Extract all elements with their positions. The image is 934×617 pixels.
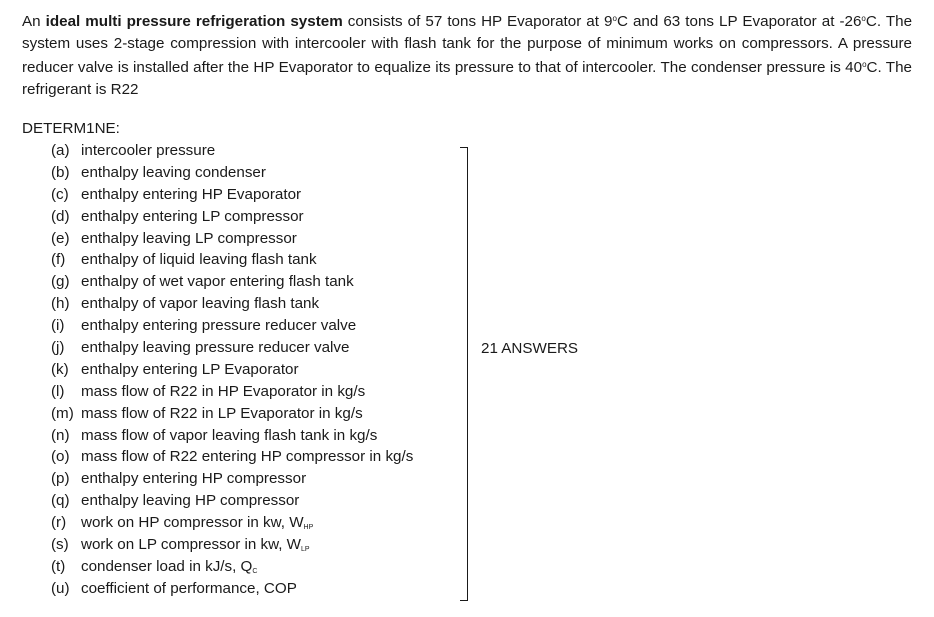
question-letter: (j) [51,339,65,357]
question-text: mass flow of R22 in HP Evaporator in kg/s [81,382,366,400]
question-item [51,490,413,512]
question-letter: (e) [51,229,70,247]
answers-count-label: 21 ANSWERS [481,340,579,357]
question-letter: (h) [51,295,70,313]
question-letter: (b) [51,163,70,181]
question-item [51,249,413,271]
question-letter: (p) [51,470,70,488]
question-item [51,271,413,293]
degree-symbol: o [862,60,867,70]
question-letter: (t) [51,557,66,575]
question-letter: (q) [51,492,70,510]
right-bracket [460,147,468,601]
question-item [51,315,413,337]
question-item [51,359,413,381]
question-item [51,556,413,578]
question-letter: (m) [51,404,74,422]
question-text: condenser load in kJ/s, Q [81,557,253,575]
question-list [51,140,413,600]
question-item [51,403,413,425]
question-text: mass flow of vapor leaving flash tank in kg/s [81,426,378,444]
question-text: enthalpy entering HP compressor [81,470,307,488]
question-letter: (d) [51,207,70,225]
question-text: work on LP compressor in kw, W [81,536,302,554]
question-item [51,534,413,556]
question-letter: (a) [51,142,70,159]
question-text: enthalpy leaving pressure reducer valve [81,339,350,357]
problem-text: An [22,13,46,30]
question-text: enthalpy leaving condenser [81,163,266,181]
problem-text: C and 63 tons LP Evaporator at -26 [616,13,862,30]
question-text: enthalpy leaving LP compressor [81,229,297,247]
question-item [51,512,413,534]
question-item [51,446,413,468]
question-text: enthalpy of vapor leaving flash tank [81,295,320,313]
determine-heading: DETERM1NE: [22,120,120,137]
question-item [51,425,413,447]
question-item [51,381,413,403]
question-item [51,162,413,184]
question-text: intercooler pressure [81,142,216,159]
question-text: enthalpy leaving HP compressor [81,492,300,510]
problem-text: C. The refrigerant is R22 [22,59,912,98]
question-text: enthalpy entering LP Evaporator [81,360,299,378]
question-item [51,228,413,250]
question-text: coefficient of performance, COP [81,579,297,597]
question-text: mass flow of R22 in LP Evaporator in kg/s [81,404,363,422]
question-letter: (n) [51,426,70,444]
problem-bold-text: ideal multi pressure refrigeration system [45,13,343,30]
question-text: mass flow of R22 entering HP compressor in kg/s [81,448,414,466]
question-letter: (l) [51,382,65,400]
problem-statement [22,8,912,100]
question-text: enthalpy entering pressure reducer valve [81,317,357,335]
question-letter: (o) [51,448,70,466]
question-item [51,578,413,600]
question-item [51,293,413,315]
question-letter: (f) [51,251,66,269]
question-item [51,206,413,228]
question-letter: (s) [51,536,69,554]
question-text: work on HP compressor in kw, W [81,514,304,532]
question-text: enthalpy of liquid leaving flash tank [81,251,317,269]
question-letter: (k) [51,360,69,378]
question-item [51,184,413,206]
question-letter: (i) [51,317,65,335]
question-letter: (c) [51,185,69,203]
question-letter: (u) [51,579,70,597]
question-subscript: HP [303,524,314,532]
degree-symbol: o [861,14,866,23]
degree-symbol: o [612,14,617,23]
question-subscript: LP [301,546,310,554]
problem-text: consists of 57 tons HP Evaporator at 9 [342,13,613,30]
question-letter: (g) [51,273,70,291]
question-item [51,337,413,359]
question-text: enthalpy entering LP compressor [81,207,304,225]
problem-text: C. The system uses 2-stage compression with intercooler with flash tank for the purpose of minimum works on compressors. A pressure reducer valve is installed after the HP Evaporator to equalize its pressure to that of intercooler. The condenser pressure is 40 [22,13,913,77]
question-subscript: C [252,567,258,575]
question-item [51,140,413,162]
question-letter: (r) [51,514,67,532]
question-item [51,468,413,490]
question-text: enthalpy entering HP Evaporator [81,185,302,203]
question-text: enthalpy of wet vapor entering flash tank [81,273,354,291]
